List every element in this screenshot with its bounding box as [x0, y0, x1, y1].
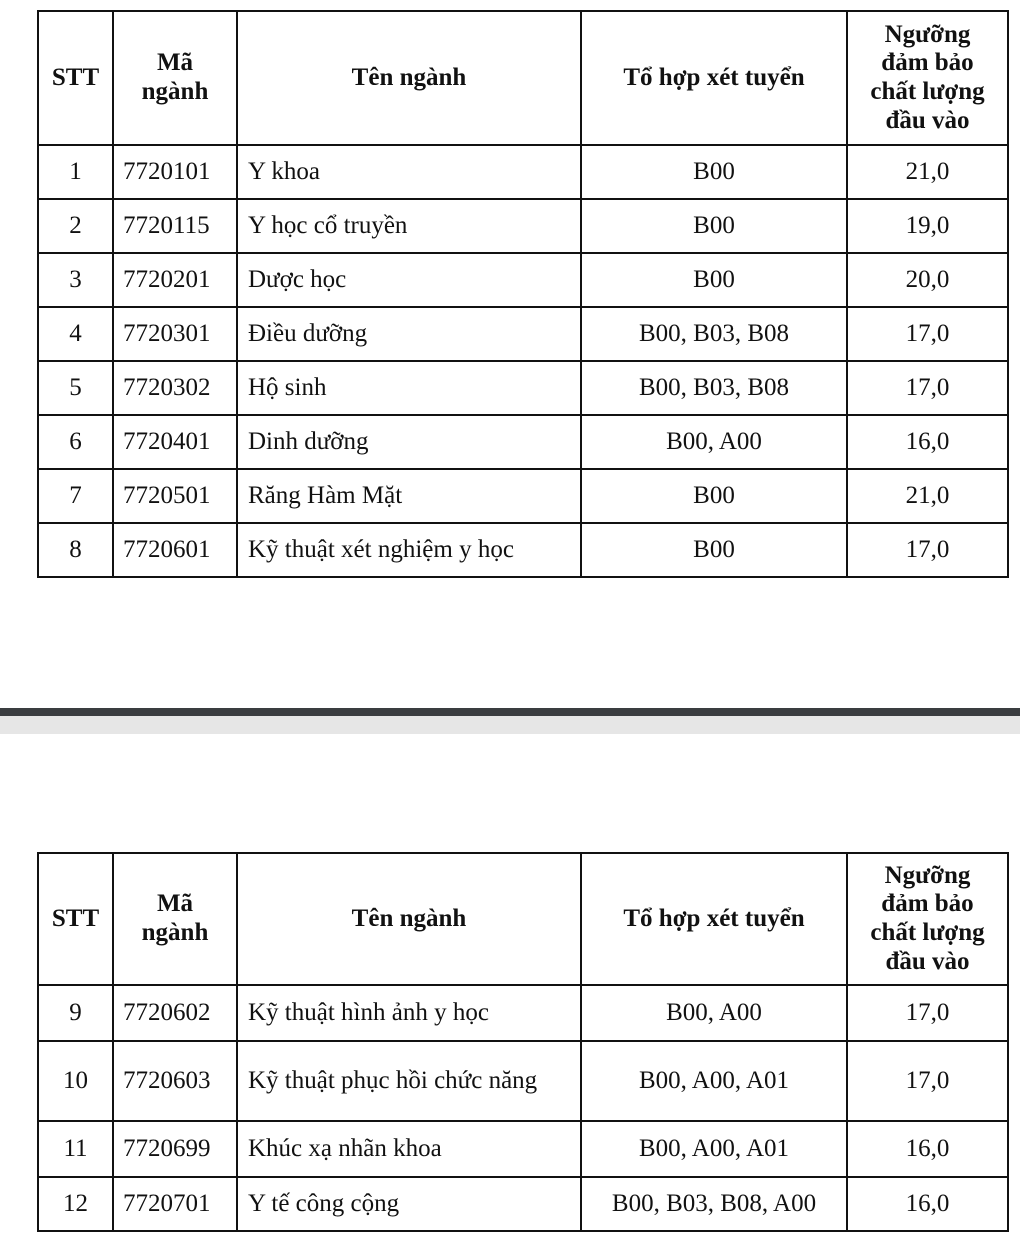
cell-stt: 2 [38, 199, 113, 253]
cell-ma-nganh: 7720602 [113, 985, 237, 1041]
page-separator [0, 708, 1020, 734]
cell-to-hop: B00 [581, 469, 847, 523]
cell-ma-nganh: 7720401 [113, 415, 237, 469]
cell-nguong: 19,0 [847, 199, 1008, 253]
table-row [38, 145, 1008, 199]
cell-ten-nganh: Kỹ thuật hình ảnh y học [237, 985, 581, 1041]
cell-nguong: 16,0 [847, 1121, 1008, 1177]
cell-ten-nganh: Răng Hàm Mặt [237, 469, 581, 523]
cell-to-hop: B00, B03, B08 [581, 307, 847, 361]
cell-ma-nganh: 7720302 [113, 361, 237, 415]
header-ten-nganh: Tên ngành [237, 853, 581, 985]
cell-ma-nganh: 7720699 [113, 1121, 237, 1177]
cell-stt: 8 [38, 523, 113, 577]
cell-nguong: 21,0 [847, 145, 1008, 199]
cell-nguong: 17,0 [847, 523, 1008, 577]
page-2 [0, 734, 1020, 1239]
cell-nguong: 17,0 [847, 985, 1008, 1041]
cell-ma-nganh: 7720301 [113, 307, 237, 361]
cell-ten-nganh: Khúc xạ nhãn khoa [237, 1121, 581, 1177]
table-row [38, 253, 1008, 307]
cell-to-hop: B00, A00, A01 [581, 1121, 847, 1177]
cell-ten-nganh: Kỹ thuật xét nghiệm y học [237, 523, 581, 577]
header-nguong: Ngưỡng đảm bảo chất lượng đầu vào [847, 853, 1008, 985]
header-nguong: Ngưỡng đảm bảo chất lượng đầu vào [847, 11, 1008, 145]
cell-to-hop: B00, A00 [581, 415, 847, 469]
cell-ten-nganh: Dinh dưỡng [237, 415, 581, 469]
cell-nguong: 17,0 [847, 1041, 1008, 1121]
header-stt: STT [38, 853, 113, 985]
table-row [38, 1121, 1008, 1177]
cell-stt: 3 [38, 253, 113, 307]
cell-stt: 11 [38, 1121, 113, 1177]
cell-ten-nganh: Y học cổ truyền [237, 199, 581, 253]
table-row [38, 415, 1008, 469]
cell-to-hop: B00, A00 [581, 985, 847, 1041]
cell-stt: 4 [38, 307, 113, 361]
header-stt: STT [38, 11, 113, 145]
cell-stt: 9 [38, 985, 113, 1041]
admission-table-2 [37, 852, 1009, 1232]
table-row [38, 307, 1008, 361]
cell-nguong: 17,0 [847, 307, 1008, 361]
cell-nguong: 21,0 [847, 469, 1008, 523]
cell-ten-nganh: Y tế công cộng [237, 1177, 581, 1231]
header-to-hop: Tổ hợp xét tuyển [581, 11, 847, 145]
table-row [38, 523, 1008, 577]
table-header-row [38, 11, 1008, 145]
table-header-row [38, 853, 1008, 985]
cell-to-hop: B00 [581, 199, 847, 253]
cell-ma-nganh: 7720701 [113, 1177, 237, 1231]
cell-stt: 10 [38, 1041, 113, 1121]
cell-ma-nganh: 7720201 [113, 253, 237, 307]
cell-ma-nganh: 7720101 [113, 145, 237, 199]
cell-ten-nganh: Kỹ thuật phục hồi chức năng [237, 1041, 581, 1121]
header-ma-nganh: Mã ngành [113, 853, 237, 985]
table-row [38, 469, 1008, 523]
cell-stt: 12 [38, 1177, 113, 1231]
cell-ma-nganh: 7720603 [113, 1041, 237, 1121]
table-row [38, 199, 1008, 253]
cell-stt: 1 [38, 145, 113, 199]
cell-ten-nganh: Y khoa [237, 145, 581, 199]
header-to-hop: Tổ hợp xét tuyển [581, 853, 847, 985]
cell-to-hop: B00, B03, B08 [581, 361, 847, 415]
table-row [38, 985, 1008, 1041]
table-row [38, 1177, 1008, 1231]
cell-to-hop: B00, B03, B08, A00 [581, 1177, 847, 1231]
cell-stt: 6 [38, 415, 113, 469]
cell-to-hop: B00 [581, 145, 847, 199]
cell-ten-nganh: Điều dưỡng [237, 307, 581, 361]
table-row [38, 1041, 1008, 1121]
cell-stt: 7 [38, 469, 113, 523]
cell-nguong: 16,0 [847, 415, 1008, 469]
cell-ten-nganh: Hộ sinh [237, 361, 581, 415]
cell-ma-nganh: 7720115 [113, 199, 237, 253]
header-ma-nganh: Mã ngành [113, 11, 237, 145]
cell-nguong: 20,0 [847, 253, 1008, 307]
cell-ten-nganh: Dược học [237, 253, 581, 307]
cell-to-hop: B00, A00, A01 [581, 1041, 847, 1121]
table-row [38, 361, 1008, 415]
admission-table-1 [37, 10, 1009, 578]
cell-ma-nganh: 7720601 [113, 523, 237, 577]
cell-to-hop: B00 [581, 523, 847, 577]
cell-nguong: 17,0 [847, 361, 1008, 415]
cell-ma-nganh: 7720501 [113, 469, 237, 523]
header-ten-nganh: Tên ngành [237, 11, 581, 145]
cell-to-hop: B00 [581, 253, 847, 307]
cell-nguong: 16,0 [847, 1177, 1008, 1231]
cell-stt: 5 [38, 361, 113, 415]
